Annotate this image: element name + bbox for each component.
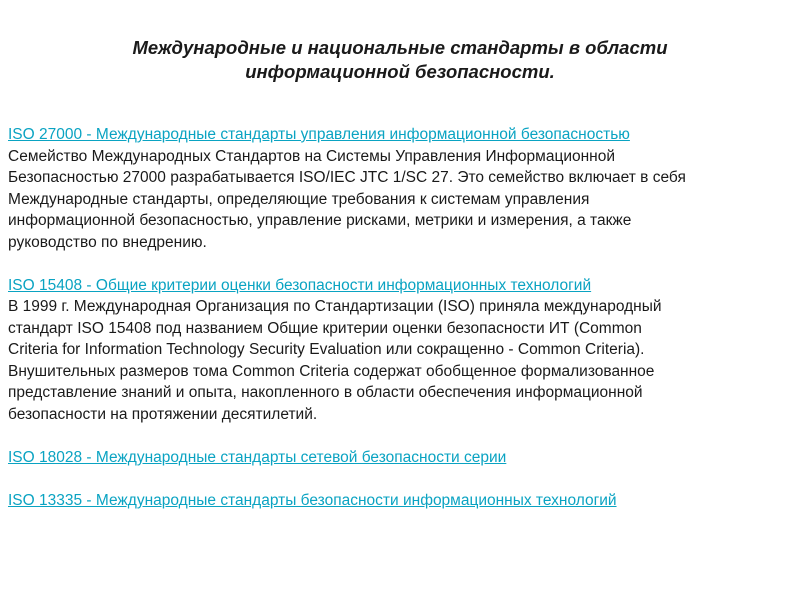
- iso-13335-link[interactable]: ISO 13335 - Международные стандарты безопасности информационных технологий: [8, 491, 617, 509]
- section-iso-18028: [8, 447, 794, 469]
- page-title-line-1: Международные и национальные стандарты в области: [132, 37, 668, 58]
- section-text-line: стандарт ISO 15408 под названием Общие критерии оценки безопасности ИТ (Common: [8, 319, 642, 337]
- section-text-line: руководство по внедрению.: [8, 233, 207, 251]
- section-text-line: Внушительных размеров тома Common Criteria содержат обобщенное формализованное: [8, 362, 655, 380]
- section-text-line: Международные стандарты, определяющие требования к системам управления: [8, 190, 590, 208]
- section-iso-13335: [8, 490, 794, 512]
- section-text-line: информационной безопасностью, управление рисками, метрики и измерения, а также: [8, 212, 632, 229]
- section-iso-15408: [8, 275, 794, 426]
- section-text-line: представление знаний и опыта, накопленного в области обеспечения информационной: [8, 384, 643, 401]
- section-text-line: Семейство Международных Стандартов на Системы Управления Информационной: [8, 147, 615, 165]
- iso-18028-link[interactable]: ISO 18028 - Международные стандарты сетевой безопасности серии: [8, 448, 507, 466]
- section-iso-27000: [8, 124, 794, 253]
- section-text-line: безопасности на протяжении десятилетий.: [8, 405, 318, 423]
- iso-15408-link[interactable]: ISO 15408 - Общие критерии оценки безопасности информационных технологий: [8, 276, 592, 294]
- page-title: [0, 36, 800, 84]
- section-text-line: В 1999 г. Международная Организация по Стандартизации (ISO) приняла международный: [8, 298, 662, 315]
- section-text-line: Безопасностью 27000 разрабатывается ISO/IEC JTC 1/SC 27. Это семейство включает в себя: [8, 169, 686, 186]
- iso-27000-link[interactable]: ISO 27000 - Международные стандарты управления информационной безопасностью: [8, 126, 630, 143]
- section-text-line: Criteria for Information Technology Security Evaluation или сокращенно - Common Criteria).: [8, 341, 645, 358]
- page-title-line-2: информационной безопасности.: [245, 61, 555, 82]
- standards-list: [8, 124, 794, 533]
